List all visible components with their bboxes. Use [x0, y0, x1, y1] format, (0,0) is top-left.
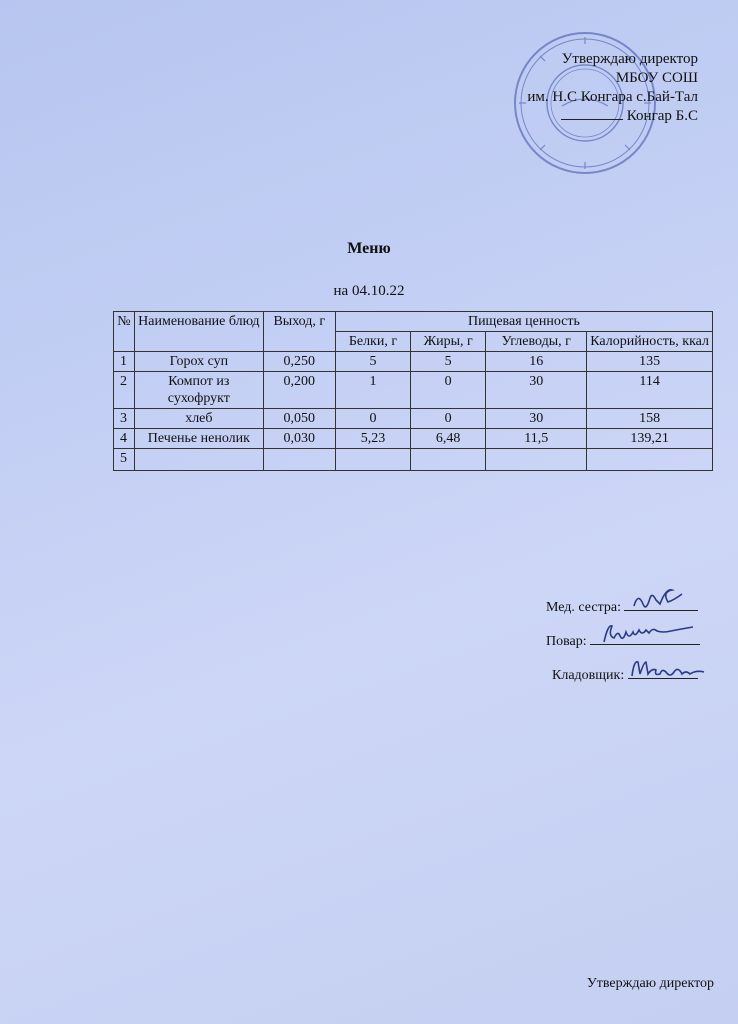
cell-carbs [486, 449, 587, 471]
table-row [114, 429, 713, 449]
header-proteins: Белки, г [335, 332, 410, 352]
menu-date: на 04.10.22 [333, 283, 405, 299]
cell-name: Горох суп [134, 352, 263, 372]
director-signature-blank [561, 107, 623, 120]
table-row [114, 409, 713, 429]
cell-proteins: 1 [335, 372, 410, 409]
cook-signature-line [590, 632, 700, 645]
header-yield: Выход, г [263, 312, 335, 352]
handwritten-signature-icon [624, 584, 698, 614]
cell-calories: 158 [587, 409, 713, 429]
footer-approval-text: Утверждаю директор [586, 976, 714, 991]
cell-yield: 0,200 [263, 372, 335, 409]
handwritten-signature-icon [628, 652, 718, 682]
school-full-name: им. Н.С Конгара с.Бай-Тал [527, 89, 698, 105]
cell-carbs: 16 [486, 352, 587, 372]
approval-title: Утверждаю директор [561, 51, 698, 67]
cell-carbs: 30 [486, 372, 587, 409]
cell-proteins [335, 449, 410, 471]
director-signature-line [527, 107, 698, 126]
cell-yield: 0,250 [263, 352, 335, 372]
cell-fats [411, 449, 486, 471]
cell-fats: 5 [411, 352, 486, 372]
header-carbs: Углеводы, г [486, 332, 587, 352]
cook-signature-row [546, 632, 700, 650]
menu-table [113, 311, 713, 471]
cell-proteins: 0 [335, 409, 410, 429]
director-name: Конгар Б.С [626, 108, 698, 124]
cell-yield [263, 449, 335, 471]
header-nutrition: Пищевая ценность [335, 312, 712, 332]
cell-no: 1 [114, 352, 135, 372]
cell-fats: 0 [411, 372, 486, 409]
storekeeper-label: Кладовщик: [552, 668, 625, 683]
school-name: МБОУ СОШ [615, 70, 698, 86]
cell-name [134, 449, 263, 471]
table-row [114, 449, 713, 471]
header-fats: Жиры, г [411, 332, 486, 352]
storekeeper-signature-row [552, 666, 698, 684]
header-no: № [114, 312, 135, 352]
nurse-signature-line [624, 598, 698, 611]
approval-block [527, 50, 698, 126]
cell-proteins: 5,23 [335, 429, 410, 449]
cell-calories: 139,21 [587, 429, 713, 449]
cell-name: Печенье ненолик [134, 429, 263, 449]
cook-label: Повар: [546, 634, 587, 649]
table-row [114, 352, 713, 372]
table-header-row [114, 312, 713, 332]
cell-fats: 0 [411, 409, 486, 429]
cell-no: 3 [114, 409, 135, 429]
cell-carbs: 30 [486, 409, 587, 429]
cell-calories: 135 [587, 352, 713, 372]
cell-calories [587, 449, 713, 471]
storekeeper-signature-line [628, 666, 698, 679]
cell-no: 5 [114, 449, 135, 471]
cell-proteins: 5 [335, 352, 410, 372]
menu-title: Меню [347, 240, 391, 257]
cell-yield: 0,050 [263, 409, 335, 429]
nurse-label: Мед. сестра: [546, 600, 621, 615]
cell-yield: 0,030 [263, 429, 335, 449]
cell-carbs: 11,5 [486, 429, 587, 449]
cell-no: 2 [114, 372, 135, 409]
cell-no: 4 [114, 429, 135, 449]
header-name: Наименование блюд [134, 312, 263, 352]
header-calories: Калорийность, ккал [587, 332, 713, 352]
cell-fats: 6,48 [411, 429, 486, 449]
cell-calories: 114 [587, 372, 713, 409]
handwritten-signature-icon [590, 618, 700, 648]
table-row [114, 372, 713, 409]
nurse-signature-row [546, 598, 698, 616]
cell-name: Компот из сухофрукт [134, 372, 263, 409]
cell-name: хлеб [134, 409, 263, 429]
